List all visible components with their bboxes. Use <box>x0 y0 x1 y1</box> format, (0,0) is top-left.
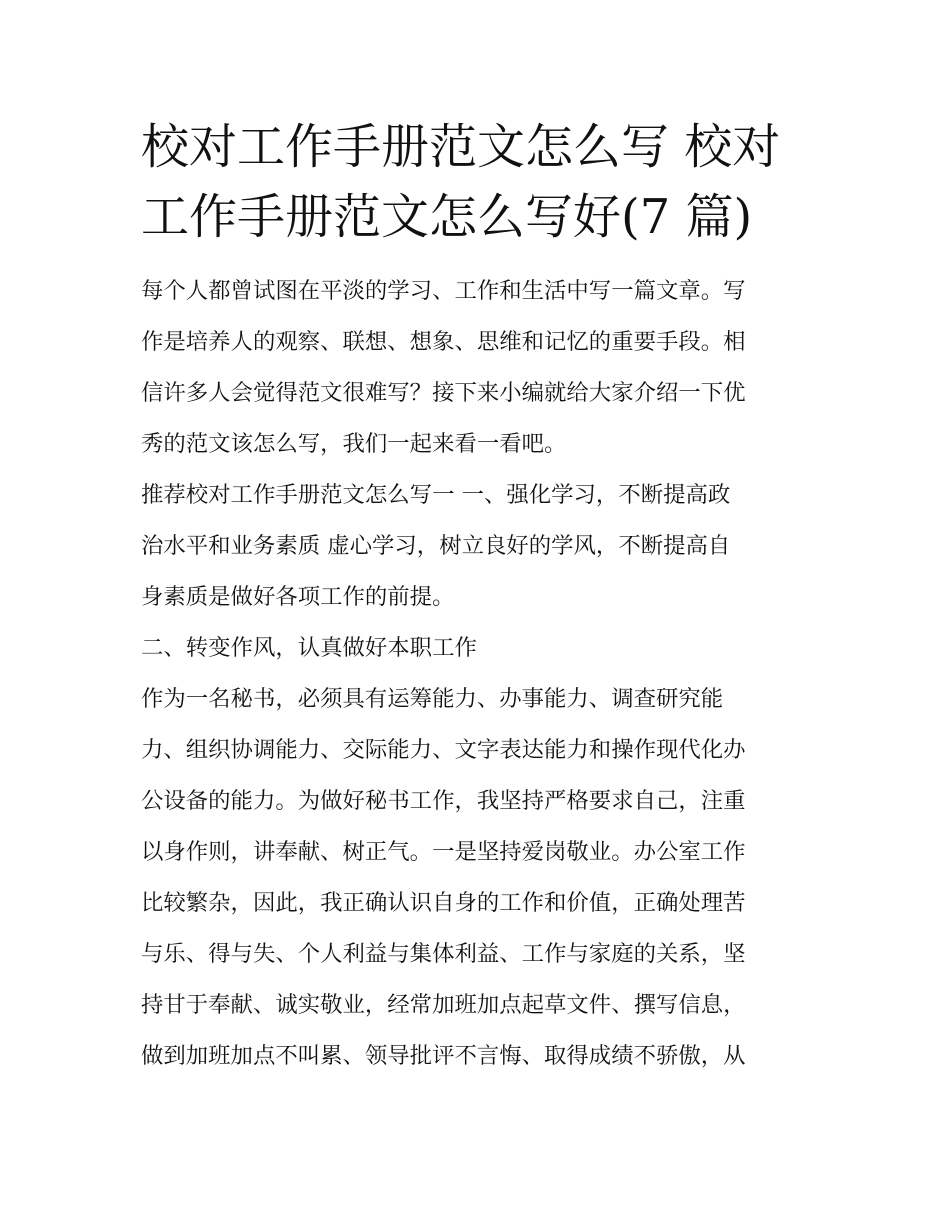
section-heading-line: 二、转变作风，认真做好本职工作 <box>141 635 477 661</box>
document-body <box>141 266 813 1082</box>
body-line: 做到加班加点不叫累、领导批评不言悔、取得成绩不骄傲，从 <box>141 1043 746 1069</box>
body-line: 作是培养人的观察、联想、想象、思维和记忆的重要手段。相 <box>141 329 746 355</box>
body-line: 作为一名秘书，必须具有运筹能力、办事能力、调查研究能 <box>141 686 724 712</box>
body-line: 每个人都曾试图在平淡的学习、工作和生活中写一篇文章。写 <box>141 278 746 304</box>
body-line: 力、组织协调能力、交际能力、文字表达能力和操作现代化办 <box>141 737 746 763</box>
body-line: 以身作则，讲奉献、树正气。一是坚持爱岗敬业。办公室工作 <box>141 839 746 865</box>
body-line: 与乐、得与失、个人利益与集体利益、工作与家庭的关系，坚 <box>141 941 746 967</box>
body-line: 信许多人会觉得范文很难写？接下来小编就给大家介绍一下优 <box>141 380 746 406</box>
body-line: 秀的范文该怎么写，我们一起来看一看吧。 <box>141 431 567 457</box>
document-title <box>141 112 813 252</box>
title-line: 校对工作手册范文怎么写 校对 <box>141 119 781 175</box>
body-line: 治水平和业务素质 虚心学习，树立良好的学风，不断提高自 <box>141 533 731 559</box>
body-line: 身素质是做好各项工作的前提。 <box>141 584 455 610</box>
body-line: 公设备的能力。为做好秘书工作，我坚持严格要求自己，注重 <box>141 788 746 814</box>
document-content <box>141 112 813 1082</box>
title-line: 工作手册范文怎么写好(7 篇) <box>141 189 753 245</box>
body-line: 持甘于奉献、诚实敬业，经常加班加点起草文件、撰写信息， <box>141 992 746 1018</box>
body-line: 推荐校对工作手册范文怎么写一 一、强化学习，不断提高政 <box>141 482 731 508</box>
body-line: 比较繁杂，因此，我正确认识自身的工作和价值，正确处理苦 <box>141 890 746 916</box>
